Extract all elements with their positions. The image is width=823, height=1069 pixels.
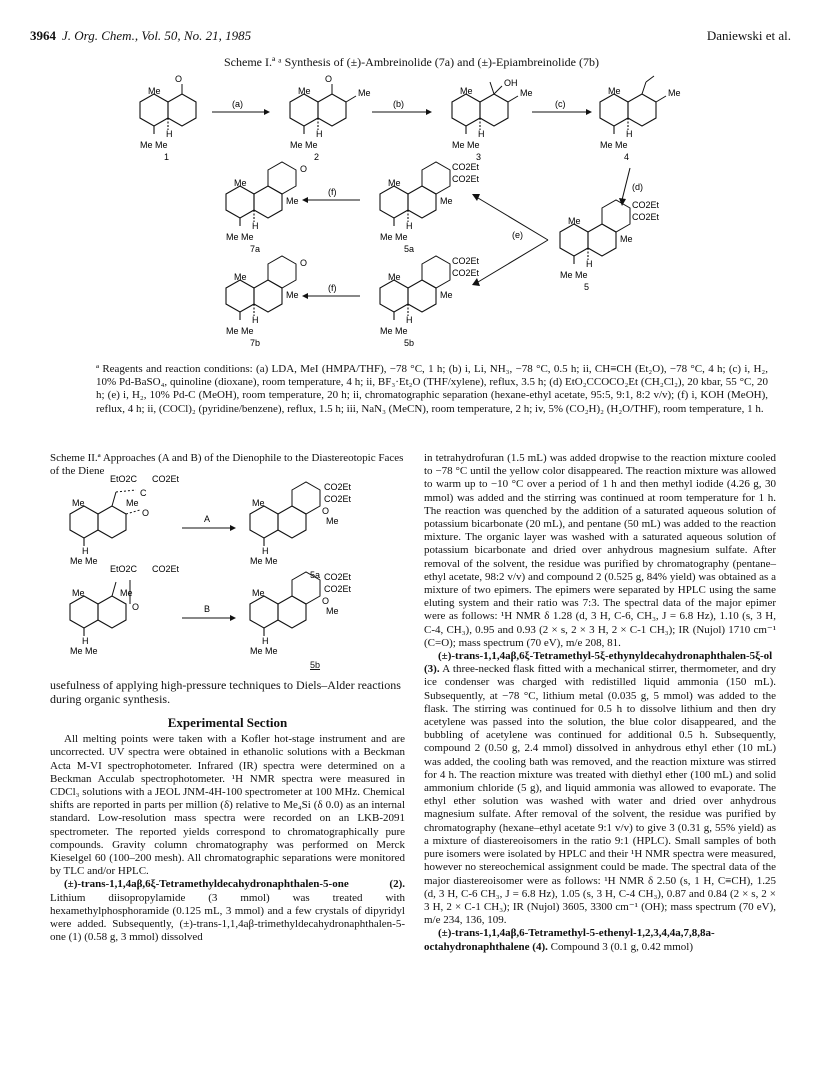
label-h: H: [626, 129, 633, 139]
arrowhead-f-bottom: [302, 293, 308, 299]
label-memes: Me Me: [560, 270, 588, 280]
compound-5b: [380, 256, 480, 348]
compound-5: [560, 200, 660, 292]
label-approach-a: A: [204, 514, 211, 524]
label-me: Me: [388, 178, 401, 188]
compound-number-5a: 5a: [310, 570, 321, 580]
product-5b: [250, 572, 352, 656]
label-h: H: [478, 129, 485, 139]
label-me: Me: [148, 86, 161, 96]
label-h: H: [252, 221, 259, 231]
label-co2et: CO2Et: [452, 268, 480, 278]
label-memes: Me Me: [70, 556, 98, 566]
label-co2et: CO2Et: [632, 200, 660, 210]
label-h: H: [586, 259, 593, 269]
label-memes: Me Me: [250, 556, 278, 566]
label-o: O: [132, 602, 140, 612]
label-o: O: [300, 258, 308, 268]
label-co2et: CO2Et: [152, 474, 180, 484]
arrowhead-b: [426, 109, 432, 115]
label-me: Me: [234, 272, 247, 282]
compound-4-procedure: Compound 3 (0.1 g, 0.42 mmol): [547, 940, 694, 953]
step-e-label: (e): [512, 230, 523, 240]
journal-citation: J. Org. Chem., Vol. 50, No. 21, 1985: [62, 28, 252, 43]
label-me: Me: [358, 88, 371, 98]
label-o: O: [142, 508, 150, 518]
arrowhead-a: [264, 109, 270, 115]
compound-1: [140, 74, 196, 162]
compound-number-7a: 7a: [250, 244, 261, 254]
label-co2et: CO2Et: [324, 494, 352, 504]
running-header-authors: Daniewski et al.: [706, 28, 791, 43]
label-etoc: EtO2C: [110, 564, 138, 574]
label-memes: Me Me: [226, 326, 254, 336]
label-me: Me: [620, 234, 633, 244]
label-memes: Me Me: [290, 140, 318, 150]
label-me: Me: [326, 606, 339, 616]
compound-number-4: 4: [624, 152, 630, 162]
compound-3-heading: (±)-trans-1,1,4aβ,6ξ-Tetramethyl-5ξ-ethynyldecahydronaphthalen-5ξ-ol (3).: [424, 650, 773, 676]
label-co2et: CO2Et: [324, 572, 352, 582]
step-b-label: (b): [393, 99, 404, 109]
label-approach-b: B: [204, 604, 211, 614]
label-me: Me: [668, 88, 681, 98]
compound-7b: [226, 256, 307, 348]
label-me: Me: [440, 290, 453, 300]
step-f-label: (f): [328, 187, 337, 197]
compound-number-5: 5: [584, 282, 590, 292]
label-me: Me: [440, 196, 453, 206]
label-me: Me: [460, 86, 473, 96]
compound-3-procedure: A three-necked flask fitted with a mechanical stirrer, thermometer, and dry ice condenser was charged with redistilled liquid ammonia (150 mL). Subsequently, at −78 °C, lithium metal (0.035 g, 5 mmol) was added to the flask. The stirring was continued for 0.5 h to dissolve lithium and then dry acetylene was passed into the solution, the blue color disappeared, and the bubbling of acetylene was continued for additional 0.5 h. Subsequently, compound 2 (0.50 g, 2.4 mmol) dissolved in anhydrous ethyl ether (10 mL) was added, the cooling bath was removed, and the reaction mixture was stirred for 4 h. The reaction mixture was treated with diethyl ether (100 mL) and solid ammonium chloride (5 g), and liquid ammonia was allowed to evaporate. The ethyl ether solution was washed with water and dried over anhydrous magnesium sulfate. After removal of the solvent, the residue was purified by chromatography (hexane–ethyl acetate 9:1 v/v) to give 3 (0.31 g, 55% yield) as a mixture of diastereoisomers in the ratio 9:1 (HPLC). Small samples of both pure isomers were isolated by HPLC and their ¹H NMR spectra were measured, however no stereochemical assignment could be made. The spectral data of the major diastereoisomer were as follows: ¹H NMR δ 2.50 (s, 1 H, C≡CH), 1.25 (d, 3 H, C-6 CH₃, J = 6.8 Hz), 1.05 (s, 3 H, C-4 CH₃), 0.87 and 0.84 (2 × s, 2 × 3 H, 2 × C-1 CH₃); IR (Nujol) 3605, 3300 cm⁻¹ (OH); mass spectrum (70 eV), m/e 234, 136, 109.: [424, 663, 776, 927]
label-o: O: [322, 596, 330, 606]
label-me: Me: [388, 272, 401, 282]
arrowhead-f-top: [302, 197, 308, 203]
label-co2et: CO2Et: [452, 256, 480, 266]
compound-number-2: 2: [314, 152, 320, 162]
label-o: O: [325, 74, 333, 84]
label-h: H: [406, 221, 413, 231]
intro-conclusion-paragraph: usefulness of applying high-pressure techniques to Diels–Alder reactions during organic synthesis.: [50, 678, 401, 706]
right-column: [424, 452, 776, 954]
label-oh: OH: [504, 78, 518, 88]
compound-4: [600, 76, 681, 162]
arrow-e-down: [478, 240, 548, 282]
compound-2-procedure: Lithium diisopropylamide (3 mmol) was treated with hexamethylphosphoramide (0.125 mL, 3 mmol) and a few crystals of dipyridyl were added. Subsequently, (±)-trans-1,1,4aβ-trimethyldecahydronaphthalen-5-one (1) (0.58 g, 3 mmol) dissolved: [50, 891, 405, 944]
step-a-label: (a): [232, 99, 243, 109]
label-co2et: CO2Et: [324, 482, 352, 492]
label-me: Me: [234, 178, 247, 188]
compound-7a: [226, 162, 307, 254]
compound-3: [452, 78, 533, 162]
label-h: H: [166, 129, 173, 139]
label-etoc: EtO2C: [110, 474, 138, 484]
label-memes: Me Me: [452, 140, 480, 150]
arrowhead-c: [586, 109, 592, 115]
step-f2-label: (f): [328, 283, 337, 293]
compound-number-5b: 5b: [404, 338, 415, 348]
label-me: Me: [568, 216, 581, 226]
left-column: [50, 678, 405, 944]
label-me: Me: [608, 86, 621, 96]
label-me: Me: [120, 588, 133, 598]
label-co2et: CO2Et: [632, 212, 660, 222]
product-5a: [250, 482, 352, 580]
label-co2et: CO2Et: [452, 162, 480, 172]
label-me: Me: [252, 588, 265, 598]
label-me: Me: [252, 498, 265, 508]
arrowhead-approach-b: [230, 615, 236, 621]
arrowhead-e-up: [472, 194, 480, 201]
label-me: Me: [286, 196, 299, 206]
label-me: Me: [298, 86, 311, 96]
label-h: H: [82, 636, 89, 646]
label-h: H: [262, 546, 269, 556]
step-c-label: (c): [555, 99, 566, 109]
running-header-left: [30, 28, 251, 44]
label-me: Me: [72, 588, 85, 598]
label-h: H: [316, 129, 323, 139]
general-methods-paragraph: All melting points were taken with a Kofler hot-stage instrument and are uncorrected. UV spectra were obtained in ethanolic solutions with a Beckman Acta M-VI spectrophotometer. Infrared (IR) spectra were determined on a Beckman Acculab spectrophotometer. ¹H NMR spectra were measured in CDCl₃ solutions with a JEOL JNM-4H-100 spectrometer at 100 MHz. Chemical shifts are reported in parts per million (δ) relative to Me₄Si (δ 0.0) as an internal standard. Low-resolution mass spectra were recorded on an LKB-2091 spectrometer. The reported yields correspond to chromatographically pure compounds. Gravity column chromatography was performed on Merck Kieselgel 60 (100–200 mesh). All chromatographic separations were monitored by TLC and/or HPLC.: [50, 733, 405, 878]
label-memes: Me Me: [70, 646, 98, 656]
scheme2-diagram: [50, 474, 405, 656]
experimental-section-title: Experimental Section: [167, 715, 288, 730]
arrowhead-approach-a: [230, 525, 236, 531]
scheme2-title: Scheme II.ª Approaches (A and B) of the Dienophile to the Diastereotopic Faces of the Diene: [50, 452, 404, 477]
label-memes: Me Me: [380, 232, 408, 242]
label-me: Me: [520, 88, 533, 98]
label-me: Me: [286, 290, 299, 300]
label-co2et: CO2Et: [452, 174, 480, 184]
page-number: 3964: [30, 28, 56, 43]
compound-number-5a: 5a: [404, 244, 415, 254]
compound-number-3: 3: [476, 152, 482, 162]
compound-2-procedure-cont: in tetrahydrofuran (1.5 mL) was added dropwise to the reaction mixture cooled to −78 °C until the yellow color disappeared. The reaction mixture was allowed to warm up to −10 °C over a period of 1 h and then methyl iodide (4.26 g, 30 mmol) was added and the stirring was continued at room temperature for 1 h. The reaction was quenched by the addition of a saturated aqueous solution of potassium bicarbonate (20 mL), and pentane (50 mL) was added to the reaction mixture. The organic layer was washed with a saturated aqueous solution of potassium bicarbonate and dried over anhydrous magnesium sulfate. After removal of the solvent, the residue was purified by chromatography (pentane–ethyl acetate, 98:2 v/v) and compound 2 (0.525 g, 84% yield) was obtained as a mixture of two epimers. The epimers were separated by HPLC using the same eluting system and their ratio was 7:3. The spectral data of the major epimer were as follows: ¹H NMR δ 1.28 (d, 3 H, C-6, CH₃, J = 6.8 Hz), 1.10 (s, 3 H, C-4, CH₃), 0.95 and 0.93 (2 × s, 2 × 3 H, 2 × C-1 CH₃); IR (Nujol) 1710 cm⁻¹ (C=O); mass spectrum (70 eV), m/e 208, 81.: [424, 452, 776, 649]
label-memes: Me Me: [226, 232, 254, 242]
label-me: Me: [326, 516, 339, 526]
label-o: O: [175, 74, 183, 84]
compound-2-heading: (±)-trans-1,1,4aβ,6ξ-Tetramethyldecahydronaphthalen-5-one (2).: [64, 878, 405, 891]
label-h: H: [82, 546, 89, 556]
compound-number-1: 1: [164, 152, 170, 162]
label-o: O: [300, 164, 308, 174]
compound-5a: [380, 162, 480, 254]
arrow-d: [622, 168, 630, 200]
compound-2: [290, 74, 371, 162]
label-co2et: CO2Et: [324, 584, 352, 594]
label-h: H: [406, 315, 413, 325]
label-memes: Me Me: [600, 140, 628, 150]
label-c: C: [140, 488, 147, 498]
diene-b: [70, 564, 180, 656]
scheme1-footnote: ª Reagents and reaction conditions: (a) LDA, MeI (HMPA/THF), −78 °C, 1 h; (b) i, Li, NH₃, −78 °C, 0.5 h; ii, CH≡CH (Et₂O), −78 °C, 4 h; (c) i, H₂, 10% Pd-BaSO₄, quinoline (dioxane), room temperature, 4 h; ii, BF₃·Et₂O (THF/xylene), reflux, 3.5 h; (d) EtO₂CCOCO₂Et (CH₂Cl₂), 20 kbar, 55 °C, 20 h; (e) i, H₂, 10% Pd-C (MeOH), room temperature, 20 h; ii, chromatographic separation (hexane-ethyl acetate, 95:5, 9:1, 8:2 v/v); (f) i, KOH (MeOH), reflux, 4 h; ii, (COCl)₂ (pyridine/benzene), reflux, 1.5 h; iii, NaN₃ (MeCN), room temperature, 2 h; iv, 5% (CO₂H)₂ (H₂O/THF), room temperature, 1 h.: [96, 363, 768, 415]
label-memes: Me Me: [250, 646, 278, 656]
diene-a: [70, 474, 180, 566]
label-me: Me: [72, 498, 85, 508]
step-d-label: (d): [632, 182, 643, 192]
label-me: Me: [126, 498, 139, 508]
label-memes: Me Me: [380, 326, 408, 336]
label-h: H: [262, 636, 269, 646]
compound-number-7b: 7b: [250, 338, 261, 348]
compound-4-heading: (±)-trans-1,1,4aβ,6-Tetramethyl-5-ethenyl-1,2,3,4,4a,7,8,8a-octahydronaphthalene (4).: [424, 927, 715, 953]
label-h: H: [252, 315, 259, 325]
scheme1-title: Scheme I.ª ᵃ Synthesis of (±)-Ambreinolide (7a) and (±)-Epiambreinolide (7b): [224, 55, 599, 69]
compound-number-5b-scheme2: 5b: [310, 660, 321, 670]
label-o: O: [322, 506, 330, 516]
label-co2et: CO2Et: [152, 564, 180, 574]
label-memes: Me Me: [140, 140, 168, 150]
scheme1-diagram: [0, 70, 823, 362]
